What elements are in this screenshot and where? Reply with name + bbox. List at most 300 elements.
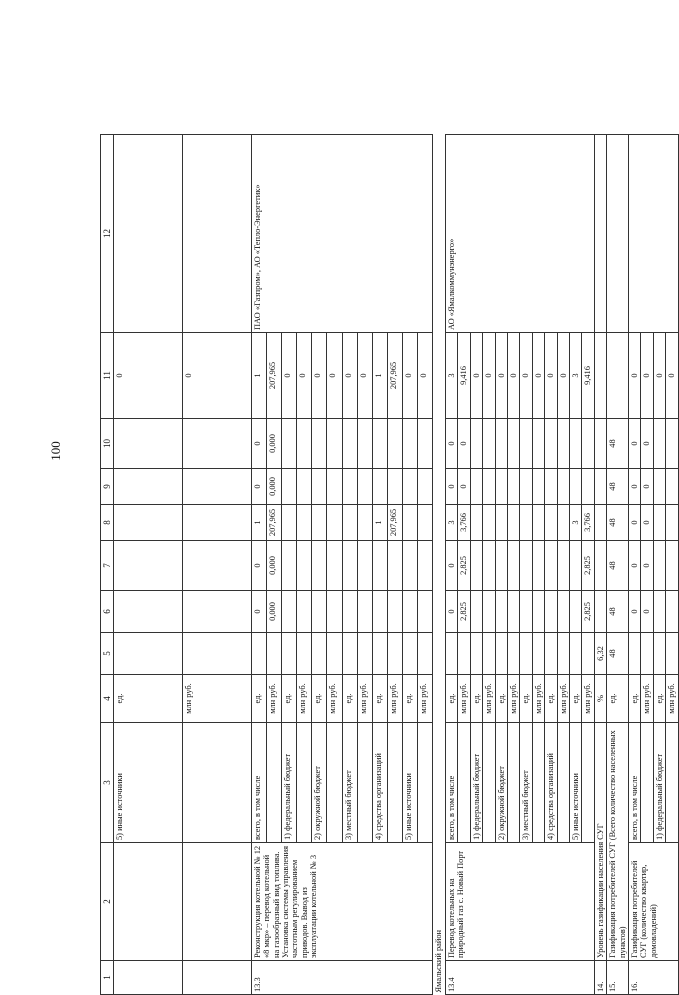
value-cell	[182, 633, 251, 675]
value-cell: 0	[357, 333, 372, 419]
value-cell	[327, 633, 342, 675]
funding-source: 1) федеральный бюджет	[653, 723, 665, 843]
funding-source	[641, 723, 653, 843]
value-cell: 0	[251, 469, 266, 505]
value-cell	[418, 469, 433, 505]
column-header: 12	[101, 135, 114, 333]
unit: ед.	[312, 675, 327, 723]
value-cell	[495, 541, 507, 591]
value-cell	[545, 419, 557, 469]
value-cell	[666, 541, 678, 591]
value-cell	[483, 633, 495, 675]
value-cell	[641, 633, 653, 675]
unit: ед.	[342, 675, 357, 723]
funding-source: всего, в том числе	[628, 723, 640, 843]
value-cell: 0	[483, 333, 495, 419]
value-cell	[532, 633, 544, 675]
value-cell: 0	[628, 505, 640, 541]
unit: млн руб.	[357, 675, 372, 723]
value-cell	[520, 469, 532, 505]
value-cell	[582, 633, 594, 675]
value-cell	[666, 633, 678, 675]
value-cell	[357, 633, 372, 675]
column-header: 1	[101, 961, 114, 995]
value-cell	[251, 633, 266, 675]
value-cell	[282, 505, 297, 541]
value-cell	[282, 633, 297, 675]
executor	[182, 135, 251, 333]
value-cell	[297, 633, 312, 675]
value-cell	[507, 591, 519, 633]
value-cell	[545, 633, 557, 675]
value-cell: 0	[507, 333, 519, 419]
value-cell	[372, 469, 387, 505]
value-cell: 1	[372, 333, 387, 419]
value-cell	[653, 505, 665, 541]
measure-name: Реконструкция котельной № 12 «8 мкр» – перевод котельной на газообразный вид топлива. Установка системы управления частотным регулированием приводов. Вывод из эксплуатации котельной № 3	[251, 843, 433, 961]
funding-source	[557, 723, 569, 843]
value-cell: 1	[251, 505, 266, 541]
value-cell	[532, 469, 544, 505]
measure-name: Газификация потребителей СУГ (Всего количество населенных пунктов)	[607, 723, 629, 961]
value-cell: 0,000	[266, 591, 281, 633]
funding-source	[458, 723, 470, 843]
value-cell	[372, 591, 387, 633]
value-cell	[557, 591, 569, 633]
value-cell	[114, 469, 183, 505]
value-cell	[507, 469, 519, 505]
section-row	[433, 135, 445, 995]
unit: млн руб.	[388, 675, 403, 723]
funding-source: 4) средства организаций	[545, 723, 557, 843]
funding-source: 4) средства организаций	[372, 723, 387, 843]
funding-source	[582, 723, 594, 843]
executor	[607, 135, 629, 333]
value-cell	[312, 505, 327, 541]
value-cell	[357, 505, 372, 541]
unit: ед.	[653, 675, 665, 723]
funding-source	[483, 723, 495, 843]
row-number: 15.	[607, 961, 629, 995]
value-cell: 0	[495, 333, 507, 419]
executor	[114, 135, 183, 333]
value-cell	[182, 469, 251, 505]
unit: ед.	[403, 675, 418, 723]
value-cell	[182, 541, 251, 591]
value-cell: 0	[251, 591, 266, 633]
value-cell	[569, 469, 581, 505]
unit: ед.	[628, 675, 640, 723]
value-cell: 0	[641, 469, 653, 505]
table-row	[607, 135, 629, 995]
value-cell	[372, 633, 387, 675]
value-cell	[312, 633, 327, 675]
value-cell: 0	[532, 333, 544, 419]
value-cell	[495, 505, 507, 541]
value-cell	[327, 591, 342, 633]
measure-name: Газификация потребителей СУГ (количество квартир, домовладений)	[628, 843, 678, 961]
row-number	[182, 961, 251, 995]
unit: млн руб.	[483, 675, 495, 723]
value-cell	[666, 591, 678, 633]
value-cell	[312, 541, 327, 591]
value-cell	[545, 591, 557, 633]
value-cell	[545, 469, 557, 505]
value-cell	[470, 505, 482, 541]
funding-source: всего, в том числе	[251, 723, 266, 843]
value-cell	[582, 419, 594, 469]
unit: ед.	[545, 675, 557, 723]
value-cell	[114, 505, 183, 541]
value-cell	[342, 591, 357, 633]
value-cell: 0	[297, 333, 312, 419]
funding-source	[182, 723, 251, 843]
row-number: 16.	[628, 961, 678, 995]
value-cell: 9,416	[458, 333, 470, 419]
unit: млн руб.	[327, 675, 342, 723]
value-cell	[545, 541, 557, 591]
value-cell	[297, 505, 312, 541]
value-cell: 0	[342, 333, 357, 419]
value-cell	[507, 541, 519, 591]
header-row	[101, 135, 114, 995]
value-cell	[507, 505, 519, 541]
funding-source	[357, 723, 372, 843]
value-cell	[403, 541, 418, 591]
funding-source	[388, 723, 403, 843]
value-cell: 0	[628, 591, 640, 633]
value-cell: 207,965	[388, 505, 403, 541]
row-number: 13.3	[251, 961, 433, 995]
value-cell	[495, 469, 507, 505]
value-cell	[653, 591, 665, 633]
value-cell	[388, 419, 403, 469]
unit: млн руб.	[297, 675, 312, 723]
unit: млн руб.	[418, 675, 433, 723]
value-cell	[327, 505, 342, 541]
value-cell	[182, 419, 251, 469]
value-cell: 0	[628, 333, 640, 419]
value-cell: 0	[251, 541, 266, 591]
funding-source	[532, 723, 544, 843]
value-cell	[312, 469, 327, 505]
value-cell	[312, 419, 327, 469]
value-cell	[666, 419, 678, 469]
value-cell: 0	[470, 333, 482, 419]
value-cell	[297, 591, 312, 633]
value-cell: 0	[458, 469, 470, 505]
value-cell	[342, 633, 357, 675]
value-cell: 0	[545, 333, 557, 419]
column-header: 11	[101, 333, 114, 419]
value-cell	[182, 591, 251, 633]
value-cell: 0	[182, 333, 251, 419]
value-cell	[297, 419, 312, 469]
value-cell	[569, 633, 581, 675]
value-cell	[388, 591, 403, 633]
value-cell	[594, 541, 606, 591]
column-header: 3	[101, 723, 114, 843]
value-cell: 0	[641, 505, 653, 541]
unit: млн руб.	[266, 675, 281, 723]
value-cell: 0,000	[266, 469, 281, 505]
value-cell	[388, 633, 403, 675]
value-cell	[357, 541, 372, 591]
value-cell	[470, 633, 482, 675]
value-cell: 0	[520, 333, 532, 419]
value-cell	[418, 419, 433, 469]
value-cell	[557, 633, 569, 675]
executor	[594, 135, 606, 333]
table-row	[114, 135, 183, 995]
funding-source: 1) федеральный бюджет	[470, 723, 482, 843]
value-cell	[114, 419, 183, 469]
value-cell: 0	[666, 333, 678, 419]
unit: ед.	[569, 675, 581, 723]
value-cell	[557, 505, 569, 541]
value-cell	[418, 633, 433, 675]
value-cell: 48	[607, 541, 629, 591]
column-header: 4	[101, 675, 114, 723]
funding-source: 2) окружной бюджет	[495, 723, 507, 843]
value-cell	[483, 591, 495, 633]
value-cell	[557, 469, 569, 505]
value-cell	[342, 469, 357, 505]
column-header: 5	[101, 633, 114, 675]
column-header: 7	[101, 541, 114, 591]
value-cell: 3	[445, 505, 457, 541]
value-cell	[182, 505, 251, 541]
value-cell: 3	[569, 505, 581, 541]
value-cell: 0	[628, 419, 640, 469]
value-cell	[342, 419, 357, 469]
value-cell	[569, 419, 581, 469]
value-cell: 0	[653, 333, 665, 419]
value-cell	[495, 419, 507, 469]
value-cell: 48	[607, 591, 629, 633]
unit: млн руб.	[582, 675, 594, 723]
column-header: 10	[101, 419, 114, 469]
measure-name: Уровень газификации населения СУГ	[594, 723, 606, 961]
table-row	[445, 135, 457, 995]
value-cell: 1	[372, 505, 387, 541]
value-cell: 3	[445, 333, 457, 419]
table-row	[628, 135, 640, 995]
value-cell: 0	[628, 541, 640, 591]
value-cell	[653, 419, 665, 469]
value-cell	[342, 541, 357, 591]
row-number	[114, 961, 183, 995]
value-cell: 0	[445, 541, 457, 591]
value-cell	[403, 505, 418, 541]
unit: ед.	[282, 675, 297, 723]
measure-name: Перевод котельных на природный газ с. Новый Порт	[445, 843, 594, 961]
value-cell	[403, 419, 418, 469]
value-cell: 207,965	[388, 333, 403, 419]
funding-source	[297, 723, 312, 843]
value-cell	[495, 633, 507, 675]
value-cell	[470, 419, 482, 469]
value-cell	[532, 419, 544, 469]
value-cell: 2,825	[458, 591, 470, 633]
value-cell: 48	[607, 505, 629, 541]
funding-source: 5) иные источники	[569, 723, 581, 843]
value-cell	[507, 633, 519, 675]
value-cell	[297, 541, 312, 591]
value-cell	[445, 633, 457, 675]
value-cell	[483, 505, 495, 541]
value-cell: 0	[641, 541, 653, 591]
value-cell	[388, 541, 403, 591]
value-cell: 0	[458, 419, 470, 469]
value-cell	[653, 469, 665, 505]
unit: млн руб.	[182, 675, 251, 723]
column-header: 8	[101, 505, 114, 541]
value-cell: 3,766	[458, 505, 470, 541]
value-cell	[114, 541, 183, 591]
value-cell: 0	[445, 591, 457, 633]
value-cell	[607, 333, 629, 419]
value-cell	[666, 505, 678, 541]
unit: ед.	[372, 675, 387, 723]
column-header: 6	[101, 591, 114, 633]
measure-name	[182, 843, 251, 961]
funding-source: 3) местный бюджет	[342, 723, 357, 843]
value-cell: 0	[641, 419, 653, 469]
value-cell: 207,965	[266, 505, 281, 541]
unit: млн руб.	[666, 675, 678, 723]
rotated-table-sheet	[100, 135, 677, 995]
value-cell	[495, 591, 507, 633]
value-cell	[458, 633, 470, 675]
unit: ед.	[520, 675, 532, 723]
value-cell	[628, 633, 640, 675]
funding-source: 2) окружной бюджет	[312, 723, 327, 843]
unit: млн руб.	[507, 675, 519, 723]
value-cell: 0	[327, 333, 342, 419]
row-number: 14.	[594, 961, 606, 995]
value-cell	[594, 591, 606, 633]
value-cell	[372, 419, 387, 469]
unit: ед.	[470, 675, 482, 723]
value-cell: 1	[251, 333, 266, 419]
value-cell	[418, 541, 433, 591]
funding-source: 5) иные источники	[403, 723, 418, 843]
funding-source	[418, 723, 433, 843]
row-number: 13.4	[445, 961, 594, 995]
unit: ед.	[607, 675, 629, 723]
value-cell	[594, 469, 606, 505]
measure-name	[114, 843, 183, 961]
value-cell: 207,965	[266, 333, 281, 419]
column-header: 2	[101, 843, 114, 961]
value-cell: 48	[607, 633, 629, 675]
value-cell	[114, 591, 183, 633]
executor: ПАО «Газпром», АО «Тепло-Энергетик»	[251, 135, 433, 333]
value-cell	[520, 633, 532, 675]
value-cell: 0,000	[266, 419, 281, 469]
table-row	[251, 135, 266, 995]
value-cell: 3,766	[582, 505, 594, 541]
funding-source: 5) иные источники	[114, 723, 183, 843]
unit: млн руб.	[557, 675, 569, 723]
value-cell: 2,825	[582, 541, 594, 591]
value-cell: 2,825	[582, 591, 594, 633]
value-cell: 0	[282, 333, 297, 419]
value-cell	[520, 591, 532, 633]
value-cell	[282, 591, 297, 633]
value-cell	[114, 633, 183, 675]
unit: ед.	[251, 675, 266, 723]
value-cell: 48	[607, 419, 629, 469]
value-cell	[653, 541, 665, 591]
value-cell	[532, 541, 544, 591]
value-cell	[372, 541, 387, 591]
value-cell	[418, 505, 433, 541]
unit: ед.	[445, 675, 457, 723]
value-cell	[532, 591, 544, 633]
funding-source: всего, в том числе	[445, 723, 457, 843]
funding-source	[666, 723, 678, 843]
value-cell	[532, 505, 544, 541]
value-cell	[557, 419, 569, 469]
unit: ед.	[495, 675, 507, 723]
value-cell	[403, 469, 418, 505]
value-cell	[342, 505, 357, 541]
funding-source	[507, 723, 519, 843]
value-cell	[520, 505, 532, 541]
value-cell	[327, 419, 342, 469]
value-cell	[507, 419, 519, 469]
value-cell	[357, 419, 372, 469]
value-cell	[470, 469, 482, 505]
value-cell	[388, 469, 403, 505]
funding-source: 3) местный бюджет	[520, 723, 532, 843]
value-cell: 9,416	[582, 333, 594, 419]
value-cell	[653, 633, 665, 675]
value-cell: 0	[114, 333, 183, 419]
value-cell	[569, 591, 581, 633]
value-cell: 2,825	[458, 541, 470, 591]
value-cell	[357, 469, 372, 505]
value-cell	[582, 469, 594, 505]
value-cell	[403, 633, 418, 675]
value-cell	[470, 591, 482, 633]
value-cell: 0	[403, 333, 418, 419]
value-cell	[357, 591, 372, 633]
value-cell: 3	[569, 333, 581, 419]
value-cell	[483, 419, 495, 469]
value-cell	[470, 541, 482, 591]
value-cell	[282, 541, 297, 591]
value-cell	[282, 469, 297, 505]
value-cell: 0	[445, 469, 457, 505]
value-cell: 0	[251, 419, 266, 469]
unit: %	[594, 675, 606, 723]
page-number: 100	[48, 441, 63, 461]
value-cell	[520, 419, 532, 469]
unit: млн руб.	[458, 675, 470, 723]
value-cell	[520, 541, 532, 591]
value-cell	[418, 591, 433, 633]
value-cell	[666, 469, 678, 505]
program-table	[100, 134, 679, 995]
executor: АО «Ямалкоммунэнерго»	[445, 135, 594, 333]
value-cell	[545, 505, 557, 541]
value-cell	[594, 333, 606, 419]
value-cell	[266, 633, 281, 675]
value-cell	[483, 469, 495, 505]
